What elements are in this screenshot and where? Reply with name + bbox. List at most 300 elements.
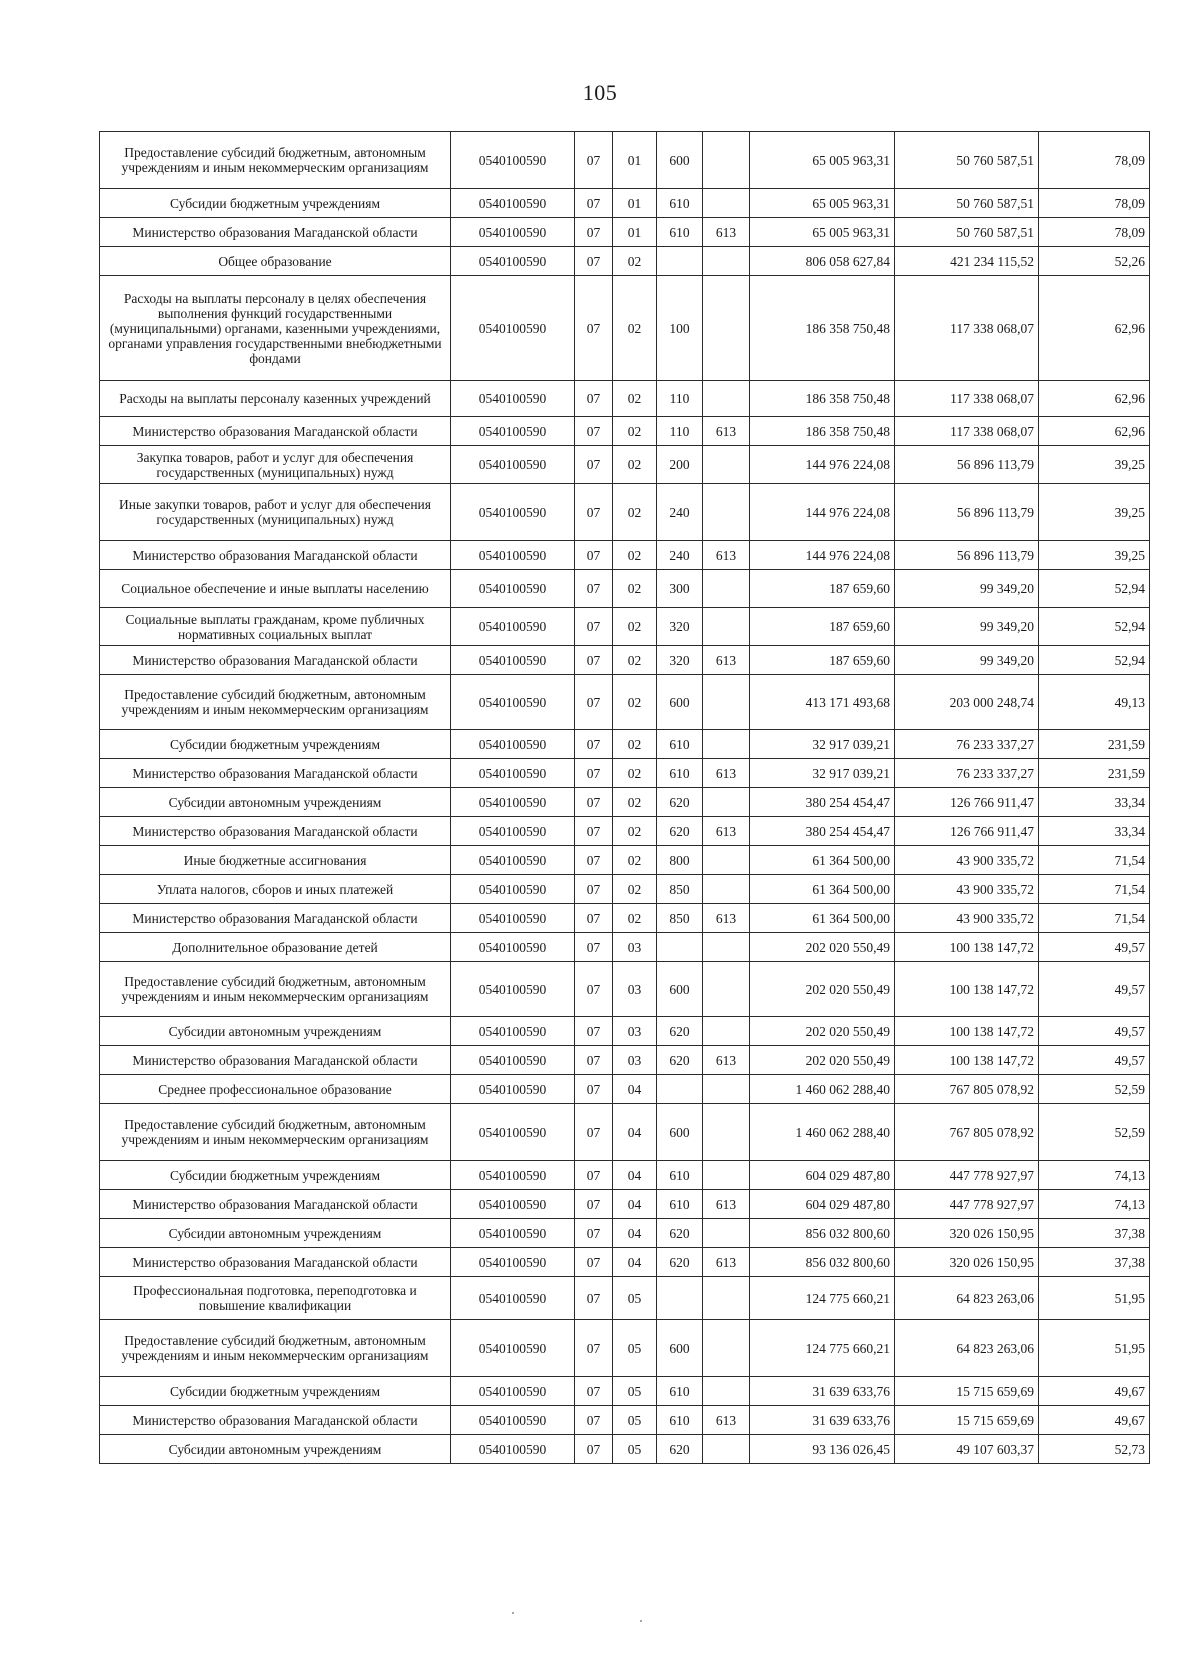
row-grbs-code: [703, 1219, 750, 1248]
row-subsection: 04: [613, 1161, 657, 1190]
row-name: Министерство образования Магаданской области: [100, 646, 451, 675]
row-percent: 39,25: [1039, 446, 1150, 484]
row-grbs-code: [703, 1075, 750, 1104]
table-row: [100, 1190, 1150, 1219]
row-name: Социальное обеспечение и иные выплаты населению: [100, 570, 451, 608]
row-percent: 74,13: [1039, 1161, 1150, 1190]
row-grbs-code: [703, 730, 750, 759]
row-target-code: 0540100590: [451, 817, 575, 846]
row-subsection: 04: [613, 1219, 657, 1248]
row-planned-amount: 186 358 750,48: [750, 381, 895, 417]
row-name: Уплата налогов, сборов и иных платежей: [100, 875, 451, 904]
row-expense-type: 200: [657, 446, 703, 484]
row-actual-amount: 50 760 587,51: [895, 189, 1039, 218]
row-grbs-code: 613: [703, 817, 750, 846]
row-expense-type: 610: [657, 189, 703, 218]
row-percent: 62,96: [1039, 276, 1150, 381]
row-section: 07: [575, 218, 613, 247]
row-planned-amount: 65 005 963,31: [750, 132, 895, 189]
row-subsection: 02: [613, 846, 657, 875]
row-target-code: 0540100590: [451, 218, 575, 247]
row-name: Иные бюджетные ассигнования: [100, 846, 451, 875]
row-target-code: 0540100590: [451, 1046, 575, 1075]
row-grbs-code: 613: [703, 1190, 750, 1219]
row-percent: 49,13: [1039, 675, 1150, 730]
row-name: Министерство образования Магаданской области: [100, 1248, 451, 1277]
row-percent: 49,67: [1039, 1406, 1150, 1435]
row-grbs-code: [703, 189, 750, 218]
row-target-code: 0540100590: [451, 759, 575, 788]
row-name: Министерство образования Магаданской области: [100, 759, 451, 788]
row-name: Субсидии бюджетным учреждениям: [100, 1161, 451, 1190]
row-name: Предоставление субсидий бюджетным, автономным учреждениям и иным некоммерческим организациям: [100, 962, 451, 1017]
row-subsection: 01: [613, 218, 657, 247]
row-percent: 78,09: [1039, 218, 1150, 247]
row-grbs-code: 613: [703, 1248, 750, 1277]
row-section: 07: [575, 1277, 613, 1320]
row-section: 07: [575, 1406, 613, 1435]
row-target-code: 0540100590: [451, 962, 575, 1017]
row-section: 07: [575, 570, 613, 608]
row-name: Министерство образования Магаданской области: [100, 417, 451, 446]
row-percent: 49,57: [1039, 1017, 1150, 1046]
row-section: 07: [575, 1320, 613, 1377]
row-subsection: 02: [613, 381, 657, 417]
row-grbs-code: [703, 788, 750, 817]
row-name: Общее образование: [100, 247, 451, 276]
row-actual-amount: 447 778 927,97: [895, 1190, 1039, 1219]
row-subsection: 02: [613, 608, 657, 646]
row-subsection: 05: [613, 1406, 657, 1435]
row-percent: 49,67: [1039, 1377, 1150, 1406]
row-subsection: 02: [613, 541, 657, 570]
row-percent: 71,54: [1039, 846, 1150, 875]
row-expense-type: 110: [657, 381, 703, 417]
row-section: 07: [575, 675, 613, 730]
row-target-code: 0540100590: [451, 933, 575, 962]
row-grbs-code: [703, 1104, 750, 1161]
row-subsection: 02: [613, 484, 657, 541]
row-actual-amount: 43 900 335,72: [895, 904, 1039, 933]
row-section: 07: [575, 1104, 613, 1161]
row-subsection: 05: [613, 1435, 657, 1464]
row-section: 07: [575, 247, 613, 276]
row-planned-amount: 32 917 039,21: [750, 759, 895, 788]
row-percent: 39,25: [1039, 484, 1150, 541]
row-planned-amount: 186 358 750,48: [750, 276, 895, 381]
row-grbs-code: [703, 570, 750, 608]
row-section: 07: [575, 1248, 613, 1277]
row-subsection: 02: [613, 417, 657, 446]
row-target-code: 0540100590: [451, 608, 575, 646]
row-percent: 52,73: [1039, 1435, 1150, 1464]
row-percent: 37,38: [1039, 1248, 1150, 1277]
row-subsection: 02: [613, 646, 657, 675]
row-planned-amount: 1 460 062 288,40: [750, 1104, 895, 1161]
row-planned-amount: 202 020 550,49: [750, 962, 895, 1017]
row-percent: 49,57: [1039, 962, 1150, 1017]
table-row: [100, 1248, 1150, 1277]
row-planned-amount: 202 020 550,49: [750, 933, 895, 962]
row-planned-amount: 186 358 750,48: [750, 417, 895, 446]
row-subsection: 01: [613, 189, 657, 218]
row-target-code: 0540100590: [451, 189, 575, 218]
row-planned-amount: 604 029 487,80: [750, 1190, 895, 1219]
row-actual-amount: 203 000 248,74: [895, 675, 1039, 730]
row-planned-amount: 856 032 800,60: [750, 1248, 895, 1277]
row-actual-amount: 15 715 659,69: [895, 1406, 1039, 1435]
row-section: 07: [575, 189, 613, 218]
row-percent: 37,38: [1039, 1219, 1150, 1248]
row-name: Министерство образования Магаданской области: [100, 218, 451, 247]
table-row: [100, 1104, 1150, 1161]
row-percent: 231,59: [1039, 759, 1150, 788]
row-actual-amount: 126 766 911,47: [895, 817, 1039, 846]
row-planned-amount: 31 639 633,76: [750, 1406, 895, 1435]
row-planned-amount: 380 254 454,47: [750, 788, 895, 817]
row-expense-type: 240: [657, 541, 703, 570]
row-grbs-code: 613: [703, 417, 750, 446]
row-actual-amount: 117 338 068,07: [895, 381, 1039, 417]
row-planned-amount: 124 775 660,21: [750, 1320, 895, 1377]
row-planned-amount: 61 364 500,00: [750, 875, 895, 904]
row-actual-amount: 76 233 337,27: [895, 759, 1039, 788]
row-target-code: 0540100590: [451, 381, 575, 417]
row-planned-amount: 144 976 224,08: [750, 446, 895, 484]
row-section: 07: [575, 417, 613, 446]
table-row: [100, 875, 1150, 904]
row-percent: 52,94: [1039, 608, 1150, 646]
table-row: [100, 1017, 1150, 1046]
page-number: 105: [582, 80, 618, 105]
row-planned-amount: 93 136 026,45: [750, 1435, 895, 1464]
row-actual-amount: 99 349,20: [895, 608, 1039, 646]
row-percent: 78,09: [1039, 132, 1150, 189]
table-row: [100, 933, 1150, 962]
row-percent: 52,94: [1039, 570, 1150, 608]
table-row: [100, 381, 1150, 417]
row-name: Предоставление субсидий бюджетным, автономным учреждениям и иным некоммерческим организациям: [100, 1104, 451, 1161]
row-planned-amount: 202 020 550,49: [750, 1046, 895, 1075]
row-planned-amount: 65 005 963,31: [750, 189, 895, 218]
row-actual-amount: 100 138 147,72: [895, 962, 1039, 1017]
row-grbs-code: 613: [703, 1406, 750, 1435]
row-percent: 62,96: [1039, 381, 1150, 417]
table-row: [100, 608, 1150, 646]
row-grbs-code: [703, 381, 750, 417]
row-grbs-code: [703, 276, 750, 381]
budget-table: [99, 131, 1150, 1464]
row-actual-amount: 49 107 603,37: [895, 1435, 1039, 1464]
row-target-code: 0540100590: [451, 646, 575, 675]
row-section: 07: [575, 646, 613, 675]
row-percent: 52,94: [1039, 646, 1150, 675]
row-percent: 71,54: [1039, 904, 1150, 933]
row-name: Субсидии бюджетным учреждениям: [100, 730, 451, 759]
row-actual-amount: 320 026 150,95: [895, 1248, 1039, 1277]
row-subsection: 02: [613, 675, 657, 730]
row-planned-amount: 187 659,60: [750, 608, 895, 646]
row-actual-amount: 43 900 335,72: [895, 875, 1039, 904]
row-subsection: 05: [613, 1377, 657, 1406]
row-target-code: 0540100590: [451, 132, 575, 189]
row-actual-amount: 43 900 335,72: [895, 846, 1039, 875]
row-expense-type: 300: [657, 570, 703, 608]
row-section: 07: [575, 1435, 613, 1464]
row-grbs-code: [703, 132, 750, 189]
row-subsection: 02: [613, 788, 657, 817]
table-row: [100, 218, 1150, 247]
row-target-code: 0540100590: [451, 1377, 575, 1406]
row-subsection: 02: [613, 276, 657, 381]
row-grbs-code: [703, 1435, 750, 1464]
table-row: [100, 247, 1150, 276]
row-target-code: 0540100590: [451, 541, 575, 570]
row-expense-type: 620: [657, 1219, 703, 1248]
row-actual-amount: 117 338 068,07: [895, 276, 1039, 381]
row-actual-amount: 64 823 263,06: [895, 1277, 1039, 1320]
row-percent: 78,09: [1039, 189, 1150, 218]
row-planned-amount: 61 364 500,00: [750, 846, 895, 875]
row-percent: 52,59: [1039, 1104, 1150, 1161]
row-grbs-code: [703, 446, 750, 484]
row-actual-amount: 447 778 927,97: [895, 1161, 1039, 1190]
table-row: [100, 759, 1150, 788]
table-row: [100, 1435, 1150, 1464]
row-expense-type: [657, 933, 703, 962]
row-planned-amount: 61 364 500,00: [750, 904, 895, 933]
row-target-code: 0540100590: [451, 675, 575, 730]
row-name: Министерство образования Магаданской области: [100, 1406, 451, 1435]
row-grbs-code: [703, 1320, 750, 1377]
row-subsection: 03: [613, 962, 657, 1017]
row-planned-amount: 806 058 627,84: [750, 247, 895, 276]
row-actual-amount: 767 805 078,92: [895, 1104, 1039, 1161]
table-row: [100, 446, 1150, 484]
row-name: Субсидии автономным учреждениям: [100, 1017, 451, 1046]
row-target-code: 0540100590: [451, 904, 575, 933]
row-percent: 39,25: [1039, 541, 1150, 570]
table-row: [100, 1161, 1150, 1190]
row-grbs-code: [703, 608, 750, 646]
row-section: 07: [575, 1219, 613, 1248]
row-name: Закупка товаров, работ и услуг для обеспечения государственных (муниципальных) нужд: [100, 446, 451, 484]
row-target-code: 0540100590: [451, 1277, 575, 1320]
row-target-code: 0540100590: [451, 446, 575, 484]
row-section: 07: [575, 875, 613, 904]
row-name: Министерство образования Магаданской области: [100, 1190, 451, 1219]
row-name: Субсидии автономным учреждениям: [100, 1219, 451, 1248]
row-name: Расходы на выплаты персоналу казенных учреждений: [100, 381, 451, 417]
row-grbs-code: [703, 1017, 750, 1046]
row-section: 07: [575, 608, 613, 646]
row-section: 07: [575, 1075, 613, 1104]
row-planned-amount: 32 917 039,21: [750, 730, 895, 759]
row-name: Министерство образования Магаданской области: [100, 817, 451, 846]
row-name: Министерство образования Магаданской области: [100, 1046, 451, 1075]
row-expense-type: [657, 1075, 703, 1104]
row-expense-type: 600: [657, 1320, 703, 1377]
table-row: [100, 132, 1150, 189]
row-subsection: 02: [613, 875, 657, 904]
table-row: [100, 1406, 1150, 1435]
row-section: 07: [575, 381, 613, 417]
row-planned-amount: 144 976 224,08: [750, 484, 895, 541]
row-actual-amount: 50 760 587,51: [895, 218, 1039, 247]
row-section: 07: [575, 541, 613, 570]
row-section: 07: [575, 730, 613, 759]
table-row: [100, 570, 1150, 608]
row-target-code: 0540100590: [451, 570, 575, 608]
row-grbs-code: [703, 933, 750, 962]
row-expense-type: 100: [657, 276, 703, 381]
row-grbs-code: [703, 1377, 750, 1406]
table-row: [100, 817, 1150, 846]
row-actual-amount: 126 766 911,47: [895, 788, 1039, 817]
row-subsection: 02: [613, 904, 657, 933]
row-planned-amount: 144 976 224,08: [750, 541, 895, 570]
row-target-code: 0540100590: [451, 1320, 575, 1377]
row-section: 07: [575, 817, 613, 846]
row-subsection: 02: [613, 817, 657, 846]
row-expense-type: 600: [657, 675, 703, 730]
table-row: [100, 962, 1150, 1017]
row-planned-amount: 187 659,60: [750, 646, 895, 675]
row-planned-amount: 1 460 062 288,40: [750, 1075, 895, 1104]
row-section: 07: [575, 1046, 613, 1075]
row-actual-amount: 100 138 147,72: [895, 933, 1039, 962]
row-expense-type: 610: [657, 1161, 703, 1190]
row-actual-amount: 99 349,20: [895, 570, 1039, 608]
row-percent: 51,95: [1039, 1277, 1150, 1320]
row-percent: 49,57: [1039, 1046, 1150, 1075]
row-planned-amount: 124 775 660,21: [750, 1277, 895, 1320]
row-target-code: 0540100590: [451, 1161, 575, 1190]
row-grbs-code: [703, 1161, 750, 1190]
row-name: Предоставление субсидий бюджетным, автономным учреждениям и иным некоммерческим организациям: [100, 1320, 451, 1377]
row-target-code: 0540100590: [451, 730, 575, 759]
row-subsection: 02: [613, 730, 657, 759]
row-grbs-code: 613: [703, 218, 750, 247]
row-grbs-code: 613: [703, 541, 750, 570]
row-target-code: 0540100590: [451, 1219, 575, 1248]
row-section: 07: [575, 1161, 613, 1190]
row-actual-amount: 56 896 113,79: [895, 446, 1039, 484]
row-section: 07: [575, 962, 613, 1017]
row-percent: 62,96: [1039, 417, 1150, 446]
row-grbs-code: [703, 675, 750, 730]
row-target-code: 0540100590: [451, 247, 575, 276]
row-section: 07: [575, 759, 613, 788]
row-section: 07: [575, 1017, 613, 1046]
table-row: [100, 189, 1150, 218]
row-percent: 49,57: [1039, 933, 1150, 962]
row-actual-amount: 100 138 147,72: [895, 1046, 1039, 1075]
row-target-code: 0540100590: [451, 1435, 575, 1464]
row-percent: 33,34: [1039, 817, 1150, 846]
row-subsection: 04: [613, 1190, 657, 1219]
row-target-code: 0540100590: [451, 484, 575, 541]
budget-table-body: [100, 132, 1150, 1464]
row-target-code: 0540100590: [451, 1248, 575, 1277]
row-actual-amount: 421 234 115,52: [895, 247, 1039, 276]
row-grbs-code: 613: [703, 904, 750, 933]
row-target-code: 0540100590: [451, 1017, 575, 1046]
table-row: [100, 1277, 1150, 1320]
row-actual-amount: 99 349,20: [895, 646, 1039, 675]
row-subsection: 05: [613, 1320, 657, 1377]
row-name: Предоставление субсидий бюджетным, автономным учреждениям и иным некоммерческим организациям: [100, 675, 451, 730]
row-subsection: 01: [613, 132, 657, 189]
row-section: 07: [575, 446, 613, 484]
row-name: Министерство образования Магаданской области: [100, 541, 451, 570]
row-grbs-code: [703, 1277, 750, 1320]
row-percent: 52,26: [1039, 247, 1150, 276]
row-expense-type: [657, 1277, 703, 1320]
row-expense-type: 610: [657, 1190, 703, 1219]
table-row: [100, 417, 1150, 446]
row-percent: 74,13: [1039, 1190, 1150, 1219]
row-planned-amount: 413 171 493,68: [750, 675, 895, 730]
row-expense-type: 620: [657, 1248, 703, 1277]
row-section: 07: [575, 904, 613, 933]
row-subsection: 02: [613, 446, 657, 484]
row-subsection: 04: [613, 1248, 657, 1277]
row-planned-amount: 856 032 800,60: [750, 1219, 895, 1248]
row-name: Профессиональная подготовка, переподготовка и повышение квалификации: [100, 1277, 451, 1320]
row-section: 07: [575, 933, 613, 962]
row-expense-type: 620: [657, 788, 703, 817]
row-subsection: 04: [613, 1075, 657, 1104]
row-grbs-code: [703, 875, 750, 904]
row-expense-type: 850: [657, 875, 703, 904]
row-name: Социальные выплаты гражданам, кроме публичных нормативных социальных выплат: [100, 608, 451, 646]
row-expense-type: 320: [657, 646, 703, 675]
row-target-code: 0540100590: [451, 1406, 575, 1435]
table-row: [100, 675, 1150, 730]
table-row: [100, 1219, 1150, 1248]
row-actual-amount: 56 896 113,79: [895, 484, 1039, 541]
row-expense-type: 620: [657, 1017, 703, 1046]
row-expense-type: 240: [657, 484, 703, 541]
row-section: 07: [575, 1190, 613, 1219]
table-row: [100, 788, 1150, 817]
row-target-code: 0540100590: [451, 875, 575, 904]
row-actual-amount: 50 760 587,51: [895, 132, 1039, 189]
table-row: [100, 730, 1150, 759]
row-section: 07: [575, 846, 613, 875]
table-row: [100, 904, 1150, 933]
row-expense-type: 600: [657, 132, 703, 189]
row-name: Предоставление субсидий бюджетным, автономным учреждениям и иным некоммерческим организациям: [100, 132, 451, 189]
row-planned-amount: 604 029 487,80: [750, 1161, 895, 1190]
row-actual-amount: 117 338 068,07: [895, 417, 1039, 446]
row-expense-type: 600: [657, 1104, 703, 1161]
row-subsection: 03: [613, 1017, 657, 1046]
row-actual-amount: 15 715 659,69: [895, 1377, 1039, 1406]
row-section: 07: [575, 484, 613, 541]
row-actual-amount: 64 823 263,06: [895, 1320, 1039, 1377]
table-row: [100, 484, 1150, 541]
row-target-code: 0540100590: [451, 276, 575, 381]
table-row: [100, 276, 1150, 381]
row-actual-amount: 767 805 078,92: [895, 1075, 1039, 1104]
row-name: Среднее профессиональное образование: [100, 1075, 451, 1104]
row-percent: 52,59: [1039, 1075, 1150, 1104]
row-planned-amount: 31 639 633,76: [750, 1377, 895, 1406]
row-percent: 33,34: [1039, 788, 1150, 817]
row-planned-amount: 65 005 963,31: [750, 218, 895, 247]
